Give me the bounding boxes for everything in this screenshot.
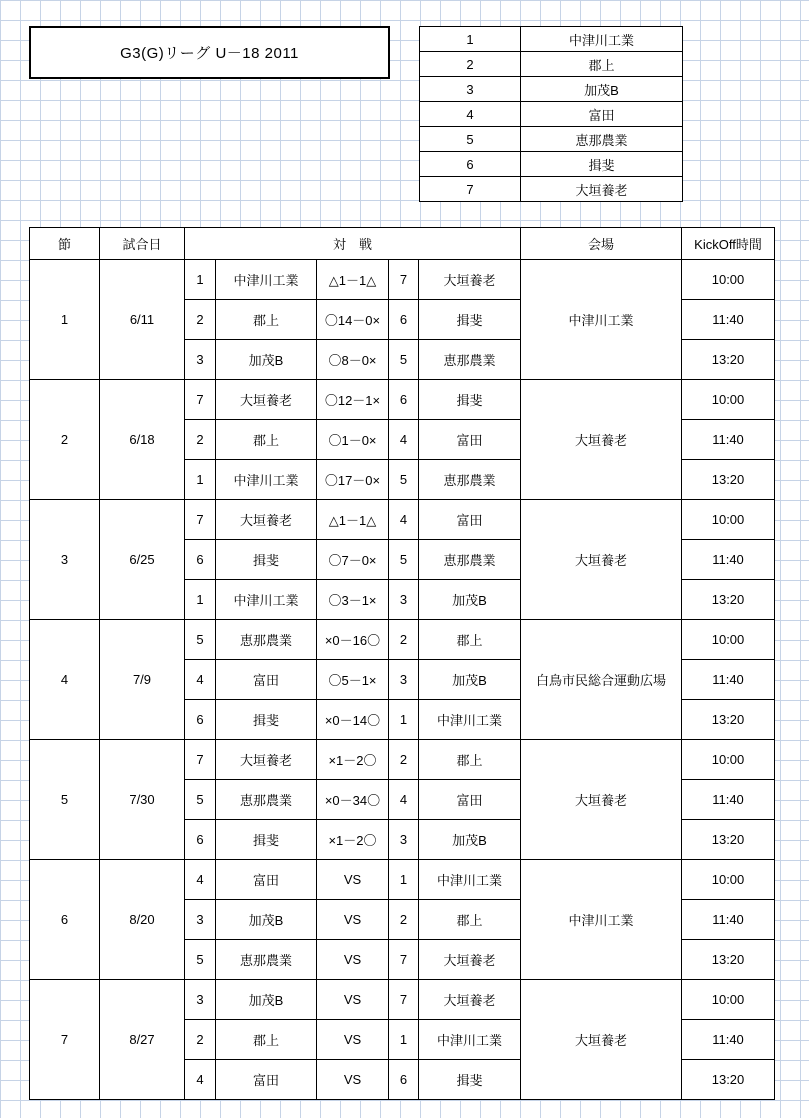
round-number: 7 bbox=[30, 980, 100, 1100]
match-row bbox=[30, 620, 775, 660]
away-team: 中津川工業 bbox=[419, 860, 521, 900]
home-team: 郡上 bbox=[216, 300, 317, 340]
round-number: 6 bbox=[30, 860, 100, 980]
home-team-number: 3 bbox=[185, 340, 216, 380]
match-score: VS bbox=[317, 1020, 389, 1060]
home-team-number: 7 bbox=[185, 740, 216, 780]
kickoff-time: 10:00 bbox=[682, 860, 775, 900]
match-date: 8/20 bbox=[100, 860, 185, 980]
away-team-number: 3 bbox=[389, 580, 419, 620]
away-team: 揖斐 bbox=[419, 380, 521, 420]
away-team-number: 4 bbox=[389, 780, 419, 820]
match-score: △1－1△ bbox=[317, 260, 389, 300]
home-team: 富田 bbox=[216, 860, 317, 900]
match-score: 〇12－1× bbox=[317, 380, 389, 420]
away-team: 富田 bbox=[419, 500, 521, 540]
match-score: 〇5－1× bbox=[317, 660, 389, 700]
kickoff-time: 10:00 bbox=[682, 740, 775, 780]
match-date: 8/27 bbox=[100, 980, 185, 1100]
match-score: 〇7－0× bbox=[317, 540, 389, 580]
away-team-number: 2 bbox=[389, 900, 419, 940]
home-team-number: 4 bbox=[185, 1060, 216, 1100]
away-team: 加茂B bbox=[419, 820, 521, 860]
home-team: 加茂B bbox=[216, 340, 317, 380]
match-score: 〇3－1× bbox=[317, 580, 389, 620]
home-team: 揖斐 bbox=[216, 820, 317, 860]
match-date: 7/9 bbox=[100, 620, 185, 740]
team-number: 2 bbox=[420, 52, 521, 77]
away-team: 加茂B bbox=[419, 580, 521, 620]
home-team: 恵那農業 bbox=[216, 780, 317, 820]
home-team: 加茂B bbox=[216, 900, 317, 940]
round-number: 1 bbox=[30, 260, 100, 380]
home-team-number: 6 bbox=[185, 540, 216, 580]
away-team: 富田 bbox=[419, 780, 521, 820]
team-number: 5 bbox=[420, 127, 521, 152]
kickoff-time: 13:20 bbox=[682, 580, 775, 620]
home-team-number: 1 bbox=[185, 260, 216, 300]
venue: 大垣養老 bbox=[521, 380, 682, 500]
round-number: 4 bbox=[30, 620, 100, 740]
venue: 大垣養老 bbox=[521, 740, 682, 860]
schedule-header-row bbox=[30, 228, 775, 260]
away-team-number: 7 bbox=[389, 980, 419, 1020]
home-team-number: 7 bbox=[185, 380, 216, 420]
away-team-number: 3 bbox=[389, 820, 419, 860]
page-title: G3(G)リーグ U－18 2011 bbox=[29, 26, 390, 79]
round-number: 5 bbox=[30, 740, 100, 860]
home-team-number: 2 bbox=[185, 1020, 216, 1060]
away-team: 郡上 bbox=[419, 740, 521, 780]
round-number: 3 bbox=[30, 500, 100, 620]
home-team: 揖斐 bbox=[216, 540, 317, 580]
match-score: 〇8－0× bbox=[317, 340, 389, 380]
team-name: 加茂B bbox=[521, 77, 683, 102]
match-score: 〇1－0× bbox=[317, 420, 389, 460]
away-team: 大垣養老 bbox=[419, 980, 521, 1020]
home-team: 富田 bbox=[216, 660, 317, 700]
kickoff-time: 11:40 bbox=[682, 780, 775, 820]
home-team-number: 6 bbox=[185, 820, 216, 860]
team-number: 6 bbox=[420, 152, 521, 177]
away-team: 恵那農業 bbox=[419, 540, 521, 580]
match-row bbox=[30, 380, 775, 420]
home-team: 郡上 bbox=[216, 1020, 317, 1060]
home-team: 大垣養老 bbox=[216, 500, 317, 540]
kickoff-time: 10:00 bbox=[682, 380, 775, 420]
kickoff-time: 13:20 bbox=[682, 1060, 775, 1100]
home-team: 中津川工業 bbox=[216, 580, 317, 620]
match-score: △1－1△ bbox=[317, 500, 389, 540]
team-row bbox=[420, 177, 683, 202]
away-team-number: 6 bbox=[389, 1060, 419, 1100]
match-score: 〇17－0× bbox=[317, 460, 389, 500]
team-number: 1 bbox=[420, 27, 521, 52]
home-team-number: 5 bbox=[185, 620, 216, 660]
kickoff-time: 13:20 bbox=[682, 700, 775, 740]
team-row bbox=[420, 77, 683, 102]
home-team-number: 1 bbox=[185, 460, 216, 500]
home-team-number: 2 bbox=[185, 300, 216, 340]
match-date: 6/25 bbox=[100, 500, 185, 620]
match-score: VS bbox=[317, 900, 389, 940]
kickoff-time: 11:40 bbox=[682, 540, 775, 580]
away-team-number: 1 bbox=[389, 1020, 419, 1060]
away-team-number: 2 bbox=[389, 740, 419, 780]
home-team-number: 3 bbox=[185, 980, 216, 1020]
team-name: 大垣養老 bbox=[521, 177, 683, 202]
home-team: 郡上 bbox=[216, 420, 317, 460]
team-name: 郡上 bbox=[521, 52, 683, 77]
kickoff-time: 11:40 bbox=[682, 660, 775, 700]
team-name: 揖斐 bbox=[521, 152, 683, 177]
home-team-number: 4 bbox=[185, 860, 216, 900]
match-date: 6/11 bbox=[100, 260, 185, 380]
venue: 中津川工業 bbox=[521, 260, 682, 380]
kickoff-time: 10:00 bbox=[682, 980, 775, 1020]
header-match: 対 戦 bbox=[185, 228, 521, 260]
match-score: VS bbox=[317, 980, 389, 1020]
match-score: VS bbox=[317, 1060, 389, 1100]
header-venue: 会場 bbox=[521, 228, 682, 260]
schedule-table bbox=[29, 227, 775, 1100]
match-date: 6/18 bbox=[100, 380, 185, 500]
match-row bbox=[30, 500, 775, 540]
team-row bbox=[420, 127, 683, 152]
match-row bbox=[30, 260, 775, 300]
away-team-number: 1 bbox=[389, 700, 419, 740]
home-team: 富田 bbox=[216, 1060, 317, 1100]
away-team-number: 6 bbox=[389, 300, 419, 340]
kickoff-time: 13:20 bbox=[682, 820, 775, 860]
team-number: 7 bbox=[420, 177, 521, 202]
kickoff-time: 11:40 bbox=[682, 900, 775, 940]
kickoff-time: 11:40 bbox=[682, 300, 775, 340]
away-team: 郡上 bbox=[419, 900, 521, 940]
team-name: 恵那農業 bbox=[521, 127, 683, 152]
kickoff-time: 10:00 bbox=[682, 260, 775, 300]
home-team-number: 1 bbox=[185, 580, 216, 620]
venue: 中津川工業 bbox=[521, 860, 682, 980]
venue: 大垣養老 bbox=[521, 980, 682, 1100]
match-score: ×0－14〇 bbox=[317, 700, 389, 740]
team-name: 中津川工業 bbox=[521, 27, 683, 52]
away-team: 大垣養老 bbox=[419, 940, 521, 980]
match-score: 〇14－0× bbox=[317, 300, 389, 340]
home-team-number: 2 bbox=[185, 420, 216, 460]
home-team-number: 3 bbox=[185, 900, 216, 940]
away-team: 大垣養老 bbox=[419, 260, 521, 300]
match-score: VS bbox=[317, 860, 389, 900]
away-team-number: 2 bbox=[389, 620, 419, 660]
home-team: 大垣養老 bbox=[216, 740, 317, 780]
match-score: VS bbox=[317, 940, 389, 980]
venue: 大垣養老 bbox=[521, 500, 682, 620]
away-team: 揖斐 bbox=[419, 300, 521, 340]
away-team: 中津川工業 bbox=[419, 1020, 521, 1060]
away-team-number: 7 bbox=[389, 260, 419, 300]
home-team-number: 5 bbox=[185, 780, 216, 820]
team-row bbox=[420, 27, 683, 52]
match-row bbox=[30, 980, 775, 1020]
kickoff-time: 11:40 bbox=[682, 1020, 775, 1060]
venue: 白鳥市民総合運動広場 bbox=[521, 620, 682, 740]
away-team: 加茂B bbox=[419, 660, 521, 700]
team-row bbox=[420, 152, 683, 177]
away-team-number: 5 bbox=[389, 340, 419, 380]
away-team: 恵那農業 bbox=[419, 460, 521, 500]
home-team: 揖斐 bbox=[216, 700, 317, 740]
kickoff-time: 10:00 bbox=[682, 500, 775, 540]
round-number: 2 bbox=[30, 380, 100, 500]
header-round: 節 bbox=[30, 228, 100, 260]
away-team: 郡上 bbox=[419, 620, 521, 660]
away-team: 恵那農業 bbox=[419, 340, 521, 380]
match-score: ×1－2〇 bbox=[317, 820, 389, 860]
teams-table bbox=[419, 26, 683, 202]
away-team-number: 1 bbox=[389, 860, 419, 900]
team-row bbox=[420, 102, 683, 127]
home-team: 恵那農業 bbox=[216, 940, 317, 980]
away-team-number: 5 bbox=[389, 460, 419, 500]
kickoff-time: 13:20 bbox=[682, 460, 775, 500]
home-team-number: 5 bbox=[185, 940, 216, 980]
away-team-number: 6 bbox=[389, 380, 419, 420]
away-team: 揖斐 bbox=[419, 1060, 521, 1100]
home-team: 中津川工業 bbox=[216, 260, 317, 300]
home-team: 恵那農業 bbox=[216, 620, 317, 660]
kickoff-time: 10:00 bbox=[682, 620, 775, 660]
away-team-number: 7 bbox=[389, 940, 419, 980]
team-name: 富田 bbox=[521, 102, 683, 127]
home-team-number: 4 bbox=[185, 660, 216, 700]
away-team-number: 4 bbox=[389, 500, 419, 540]
home-team: 中津川工業 bbox=[216, 460, 317, 500]
away-team-number: 3 bbox=[389, 660, 419, 700]
header-date: 試合日 bbox=[100, 228, 185, 260]
match-score: ×0－16〇 bbox=[317, 620, 389, 660]
away-team: 富田 bbox=[419, 420, 521, 460]
away-team-number: 5 bbox=[389, 540, 419, 580]
kickoff-time: 11:40 bbox=[682, 420, 775, 460]
match-row bbox=[30, 860, 775, 900]
away-team-number: 4 bbox=[389, 420, 419, 460]
away-team: 中津川工業 bbox=[419, 700, 521, 740]
match-score: ×0－34〇 bbox=[317, 780, 389, 820]
kickoff-time: 13:20 bbox=[682, 940, 775, 980]
home-team-number: 7 bbox=[185, 500, 216, 540]
match-row bbox=[30, 740, 775, 780]
team-number: 3 bbox=[420, 77, 521, 102]
match-score: ×1－2〇 bbox=[317, 740, 389, 780]
home-team: 大垣養老 bbox=[216, 380, 317, 420]
team-number: 4 bbox=[420, 102, 521, 127]
match-date: 7/30 bbox=[100, 740, 185, 860]
home-team-number: 6 bbox=[185, 700, 216, 740]
home-team: 加茂B bbox=[216, 980, 317, 1020]
header-kickoff: KickOff時間 bbox=[682, 228, 775, 260]
team-row bbox=[420, 52, 683, 77]
kickoff-time: 13:20 bbox=[682, 340, 775, 380]
